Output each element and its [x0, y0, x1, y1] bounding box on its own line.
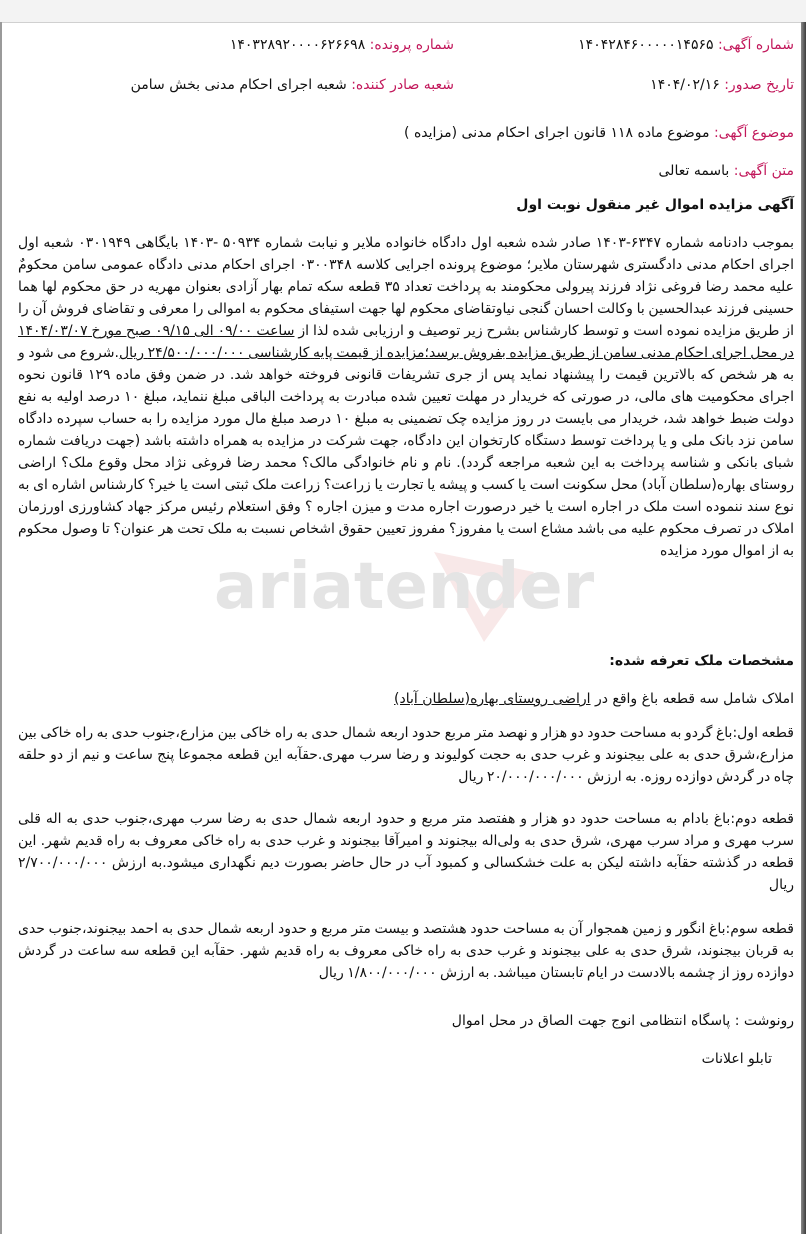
- issue-date-value: ۱۴۰۴/۰۲/۱۶: [650, 77, 720, 93]
- case-number-label: شماره پرونده:: [369, 37, 454, 53]
- ad-number-value: ۱۴۰۴۲۸۴۶۰۰۰۰۰۱۴۵۶۵: [578, 37, 714, 53]
- plot-2: قطعه دوم:باغ بادام به مساحت حدود دو هزار و هفتصد متر مربع و حدود اربعه شمال حدی به رضا سرب مهری،جنوب حدی به اله قلی سرب مهری و مراد سرب مهری، شرق حدی به ولی‌اله بیجنوند و امیرآقا بیجنوند و غرب حدی به راه خاکی معروف به راه قدیم شهر. این قطعه در گذشته حقآبه داشته لیکن به علت خشکسالی و کمبود آب در حال حاضر بصورت دیم نگهداری میشود.به ارزش ۲/۷۰۰/۰۰۰/۰۰۰ ریال: [18, 811, 794, 893]
- notice-para-part-a: بموجب دادنامه شماره ۶۳۴۷-۱۴۰۳ صادر شده شعبه اول دادگاه خانواده ملایر و نیابت شماره ۵۰۹۳۴ -۱۴۰۳ بایگاهی ۰۳۰۱۹۴۹ شعبه اول اجرای احکام مدنی دادگستری شهرستان ملایر؛ موضوع پرونده اجرایی کلاسه ۰۳۰۰۳۴۸ اجرای احکام مدنی دادگاه عمومی سامن محکومٌ علیه محمد رضا فروغی نژاد فرزند پیرولی محکومند به پرداخت تعداد ۳۵ قطعه سکه تمام بهار آزادی بعنوان مهریه در حق محکوم لها هما حسینی فرزند عبدالحسین با وکالت احسان گنجی نیاوتقاضای محکوم لها جهت استیفای محکوم به اموالی را معرفی و تقاضای فروش آن را از طریق مزایده نموده است و توسط کارشناس بشرح زیر توصیف و ارزیابی شده لذا از: [18, 235, 795, 339]
- subject-line: [18, 120, 794, 146]
- notice-para-part-b: .شروع می شود و به هر شخص که بالاترین قیمت را پیشنهاد نماید پس از جری تشریفات قانونی فروخته خواهد شد. در ضمن وفق ماده ۱۲۹ قانون نحوه اجرای محکومیت های مالی، در صورتی که خریدار در مهلت تعیین شده مبادرت به پرداخت الباقی مبلغ ننماید، مبلغ ۱۰ درصد اولیه به نفع دولت ضبط خواهد شد، خریدار می بایست در روز مزایده چک تضمینی به مبلغ ۱۰ درصد مبلغ مال مورد مزایده را به حساب سپرده دادگاه سامن نزد بانک ملی و یا پرداخت توسط دستگاه کارتخوان این دادگاه، جهت شرکت در مزایده به همراه داشته باشد (جهت دریافت شماره شبای بانکی و شناسه پرداخت به این شعبه مراجعه گردد). نام و نام خانوادگی مالک؟ محمد رضا فروغی نژاد محل وقوع ملک؟ اراضی روستای بهاره(سلطان آباد) محل سکونت است یا کسب و پیشه یا تجارت یا زراعت؟ زراعت ملک ثبتی است یا خیر؟ کارشناس اشاره ای به نوع سند ننموده است ملک در اجاره است یا خیر درصورت اجاره مدت و میزن اجاره ؟ وفق استعلام رئیس مرکز جهاد کشاورزی اورزمان املاک در تصرف محکوم علیه می باشد مشاع است یا مفروز؟ مفروز تعیین حقوق اشخاص نسبت به ملک تحت هر عنوان؟ تا وصول محکوم به از اموال مورد مزایده: [18, 345, 795, 559]
- subject-label: موضوع آگهی:: [713, 125, 794, 141]
- issue-date-label: تاریخ صدور:: [724, 77, 794, 93]
- notice-board-line: [18, 1046, 794, 1072]
- issuer-label: شعبه صادر کننده:: [351, 77, 454, 93]
- window-top-bar: [0, 0, 806, 23]
- case-number: [230, 30, 454, 60]
- issuer-value: شعبه اجرای احکام مدنی بخش سامن: [130, 77, 347, 93]
- specs-heading: مشخصات ملک تعرفه شده:: [609, 653, 794, 669]
- specs-intro-text: املاک شامل سه قطعه باغ واقع در: [590, 691, 794, 707]
- text-header-line: [18, 158, 794, 184]
- watermark-text: ariatender: [214, 550, 595, 624]
- text-header-value: باسمه تعالی: [658, 163, 730, 179]
- subject-value: موضوع ماده ۱۱۸ قانون اجرای احکام مدنی (مزایده ): [404, 125, 710, 141]
- ad-number: [578, 30, 794, 60]
- copy-line: رونوشت : پاسگاه انتظامی انوج جهت الصاق در محل اموال: [451, 1013, 794, 1029]
- notice-page: [14, 22, 794, 1232]
- notice-board-text: تابلو اعلانات: [701, 1051, 772, 1067]
- ad-number-label: شماره آگهی:: [717, 37, 794, 53]
- meta-row-numbers: [14, 30, 794, 60]
- window-scrollbar[interactable]: [801, 22, 806, 1234]
- notice-heading: آگهی مزایده اموال غیر منقول نوبت اول: [516, 197, 794, 213]
- issue-date: [650, 70, 794, 100]
- meta-row-issue: [14, 70, 794, 100]
- auction-base-price: مزایده از قیمت پایه کارشناسی ۲۴/۵۰۰/۰۰۰/۰۰۰ ریال: [118, 345, 425, 361]
- plot-1: قطعه اول:باغ گردو به مساحت حدود دو هزار و نهصد متر مربع حدود اربعه شمال حدی به راه خاکی بین مزارع،جنوب حدی به راه خاکی بین مزارع،شرق حدی به علی بیجنوند و غرب حدی به حجت کولیوند و رضا سرب مهری.حقآبه این قطعه مجموعا پنج ساعت و نیم از دو حلقه چاه در گردش دوازده روزه. به ارزش ۲۰/۰۰۰/۰۰۰/۰۰۰ ریال: [18, 725, 794, 785]
- notice-main-paragraph: [18, 232, 794, 562]
- auction-time-place: ساعت ۰۹/۰۰ الی ۰۹/۱۵ صبح مورخ ۱۴۰۴/۰۳/۰۷ در محل اجرای احکام مدنی سامن از طریق مزایده بفروش برسد؛: [18, 323, 795, 361]
- specs-intro: [18, 686, 794, 712]
- issuer: [131, 70, 454, 100]
- case-number-value: ۱۴۰۳۲۸۹۲۰۰۰۰۶۲۶۶۹۸: [229, 37, 366, 53]
- text-header-label: متن آگهی:: [733, 163, 794, 179]
- plot-3: قطعه سوم:باغ انگور و زمین همجوار آن به مساحت حدود هشتصد و بیست متر مربع و حدود اربعه شمال حدی به احمد بیجنوند،جنوب حدی به قربان بیجنوند، شرق حدی به علی بیجنوند و غرب حدی به راه خاکی معروف به راه قدیم شهر. حقآبه این قطعه سه ساعت در گردش دوازده روز از چشمه بالادست در ایام تابستان میباشد. به ارزش ۱/۸۰۰/۰۰۰/۰۰۰ ریال: [18, 921, 794, 981]
- window-left-border: [0, 22, 2, 1234]
- specs-location: اراضی روستای بهاره(سلطان آباد): [394, 691, 591, 707]
